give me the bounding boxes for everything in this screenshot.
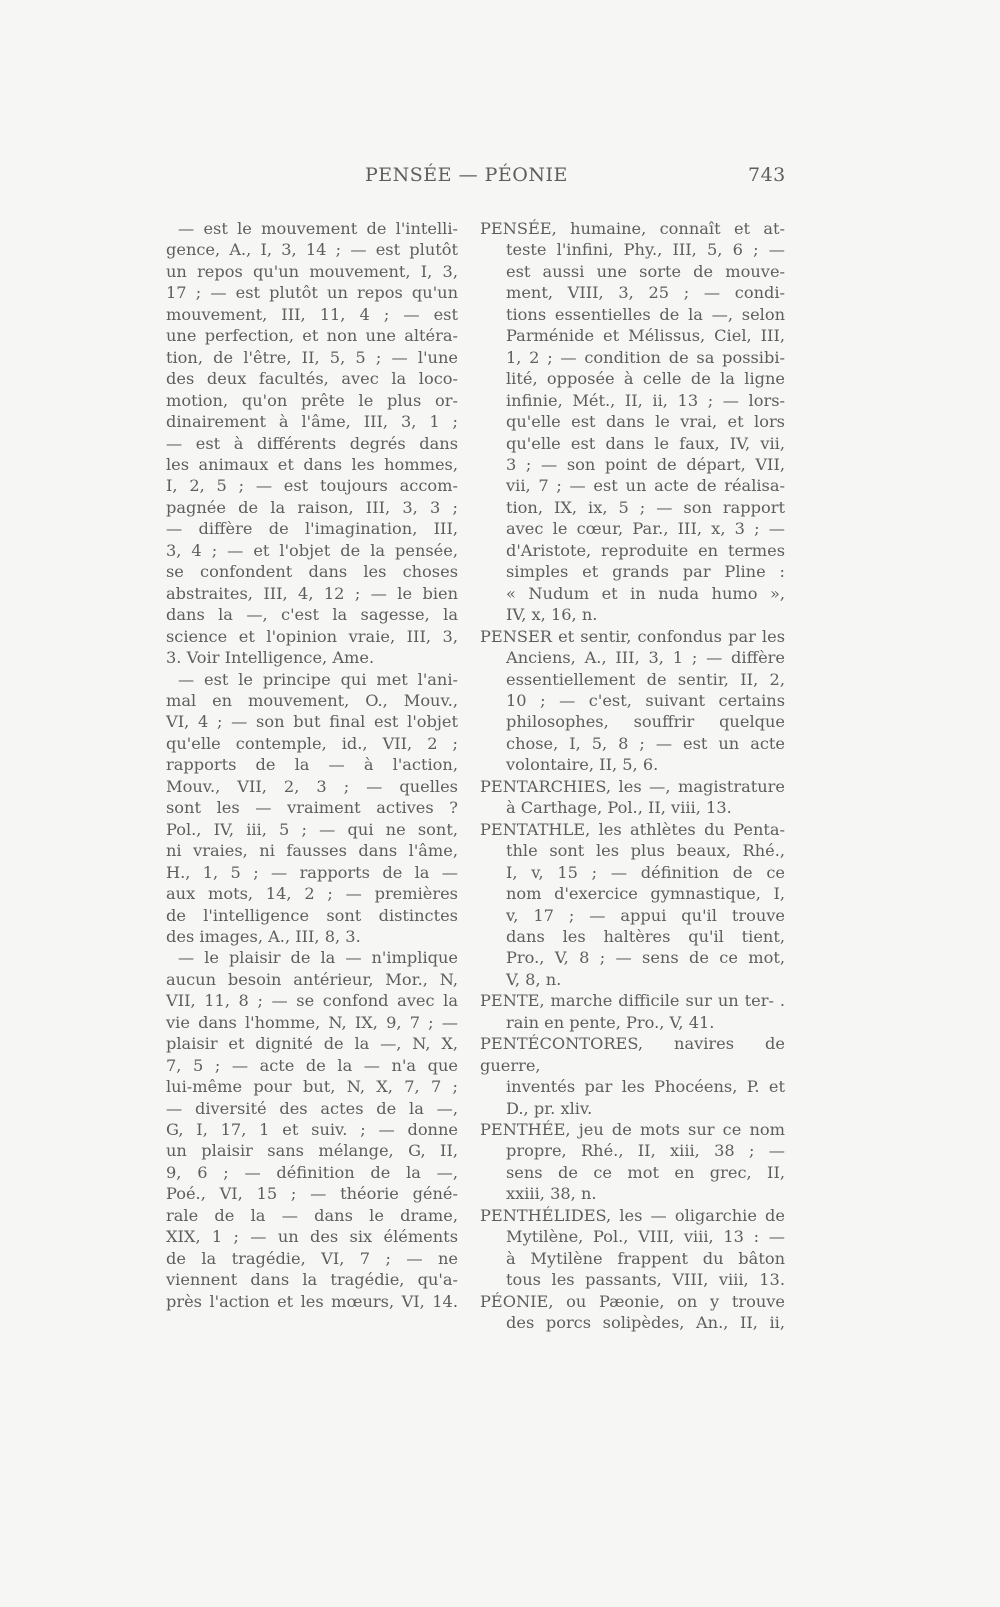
text-line: — diversité des actes de la —, — [166, 1098, 458, 1118]
text-line: lui-même pour but, N, X, 7, 7 ; — [166, 1077, 458, 1097]
text-line: Pro., V, 8 ; — sens de ce mot, — [506, 948, 785, 968]
page-number: 743 — [748, 164, 786, 186]
right-column — [480, 218, 785, 1334]
text-line: un plaisir sans mélange, G, II, — [166, 1141, 458, 1161]
text-line: qu'elle est dans le vrai, et lors — [506, 412, 785, 432]
text-line: tion, de l'être, II, 5, 5 ; — l'une — [166, 347, 458, 367]
text-line: tion, IX, ix, 5 ; — son rapport — [506, 497, 785, 517]
text-line: simples et grands par Pline : — [506, 562, 785, 582]
text-line: près l'action et les mœurs, VI, 14. — [166, 1291, 458, 1311]
text-line: rain en pente, Pro., V, 41. — [506, 1012, 715, 1032]
text-line: PENTHÉE, jeu de mots sur ce nom — [480, 1120, 785, 1140]
text-line: qu'elle est dans le faux, IV, vii, — [506, 433, 785, 453]
text-line: 9, 6 ; — définition de la —, — [166, 1162, 458, 1182]
text-line: PENTARCHIES, les —, magistrature — [480, 776, 785, 796]
text-line: Poé., VI, 15 ; — théorie géné- — [166, 1184, 458, 1204]
text-line: inventés par les Phocéens, P. et — [506, 1077, 785, 1097]
text-line: Pol., IV, iii, 5 ; — qui ne sont, — [166, 819, 458, 839]
text-line: I, v, 15 ; — définition de ce — [506, 862, 785, 882]
text-line: propre, Rhé., II, xiii, 38 ; — — [506, 1141, 785, 1161]
text-line: vie dans l'homme, N, IX, 9, 7 ; — — [166, 1012, 458, 1032]
text-line: VII, 11, 8 ; — se confond avec la — [166, 991, 458, 1011]
text-line: Parménide et Mélissus, Ciel, III, — [506, 326, 785, 346]
text-line: PENSÉE, humaine, connaît et at- — [480, 219, 785, 238]
text-line: — est le mouvement de l'intelli- — [178, 219, 458, 238]
text-line: philosophes, souffrir quelque — [506, 712, 785, 732]
text-line: 10 ; — c'est, suivant certains — [506, 690, 785, 710]
text-line: thle sont les plus beaux, Rhé., — [506, 841, 785, 861]
text-line: abstraites, III, 4, 12 ; — le bien — [166, 583, 458, 603]
text-line: H., 1, 5 ; — rapports de la — — [166, 862, 458, 882]
text-line: Mytilène, Pol., VIII, viii, 13 : — — [506, 1227, 785, 1247]
text-line: tous les passants, VIII, viii, 13. — [506, 1270, 785, 1290]
text-line: mal en mouvement, O., Mouv., — [166, 690, 458, 710]
text-line: 17 ; — est plutôt un repos qu'un — [166, 283, 458, 303]
text-line: 7, 5 ; — acte de la — n'a que — [166, 1055, 458, 1075]
text-line: sens de ce mot en grec, II, — [506, 1162, 785, 1182]
text-line: I, 2, 5 ; — est toujours accom- — [166, 476, 458, 496]
text-line: PENTE, marche difficile sur un ter- . — [480, 991, 785, 1011]
text-line: des deux facultés, avec la loco- — [166, 369, 458, 389]
text-line: xxiii, 38, n. — [506, 1184, 597, 1204]
text-line: se confondent dans les choses — [166, 562, 458, 582]
text-line: à Mytilène frappent du bâton — [506, 1248, 785, 1268]
text-line: plaisir et dignité de la —, N, X, — [166, 1034, 458, 1054]
text-line: qu'elle contemple, id., VII, 2 ; — [166, 733, 458, 753]
text-line: un repos qu'un mouvement, I, 3, — [166, 261, 458, 281]
text-line: des images, A., III, 8, 3. — [166, 926, 361, 946]
text-line: est aussi une sorte de mouve- — [506, 261, 785, 281]
text-line: mouvement, III, 11, 4 ; — est — [166, 304, 458, 324]
text-line: V, 8, n. — [506, 969, 562, 989]
text-line: — est le principe qui met l'ani- — [178, 669, 458, 689]
running-header — [0, 164, 1000, 194]
text-line: 1, 2 ; — condition de sa possibi- — [506, 347, 785, 367]
text-line: infinie, Mét., II, ii, 13 ; — lors- — [506, 390, 785, 410]
text-line: vii, 7 ; — est un acte de réalisa- — [506, 476, 785, 496]
text-line: de la tragédie, VI, 7 ; — ne — [166, 1248, 458, 1268]
text-line: ni vraies, ni fausses dans l'âme, — [166, 841, 458, 861]
text-line: dinairement à l'âme, III, 3, 1 ; — [166, 412, 458, 432]
text-line: d'Aristote, reproduite en termes — [506, 540, 785, 560]
text-line: PENSER et sentir, confondus par les — [480, 626, 785, 646]
text-line: PÉONIE, ou Pæonie, on y trouve — [480, 1291, 785, 1311]
text-line: PENTÉCONTORES, navires de guerre, — [480, 1034, 785, 1075]
text-line: dans les haltères qu'il tient, — [506, 926, 785, 946]
text-line: « Nudum et in nuda humo », — [506, 583, 785, 603]
text-line: aux mots, 14, 2 ; — premières — [166, 884, 458, 904]
text-line: viennent dans la tragédie, qu'a- — [166, 1270, 458, 1290]
text-line: Anciens, A., III, 3, 1 ; — diffère — [506, 648, 785, 668]
text-line: PENTATHLE, les athlètes du Penta- — [480, 819, 785, 839]
text-line: — diffère de l'imagination, III, — [166, 519, 458, 539]
text-line: science et l'opinion vraie, III, 3, — [166, 626, 458, 646]
text-line: volontaire, II, 5, 6. — [506, 755, 659, 775]
text-line: 3, 4 ; — et l'objet de la pensée, — [166, 540, 458, 560]
text-line: 3. Voir Intelligence, Ame. — [166, 648, 375, 668]
text-line: VI, 4 ; — son but final est l'objet — [166, 712, 458, 732]
text-line: rapports de la — à l'action, — [166, 755, 458, 775]
text-line: v, 17 ; — appui qu'il trouve — [506, 905, 785, 925]
text-line: une perfection, et non une altéra- — [166, 326, 458, 346]
text-line: tions essentielles de la —, selon — [506, 304, 785, 324]
text-line: pagnée de la raison, III, 3, 3 ; — [166, 497, 458, 517]
text-line: G, I, 17, 1 et suiv. ; — donne — [166, 1120, 458, 1140]
text-line: nom d'exercice gymnastique, I, — [506, 884, 785, 904]
text-line: chose, I, 5, 8 ; — est un acte — [506, 733, 785, 753]
text-line: gence, A., I, 3, 14 ; — est plutôt — [166, 240, 458, 260]
text-line: PENTHÉLIDES, les — oligarchie de — [480, 1205, 785, 1225]
text-line: XIX, 1 ; — un des six éléments — [166, 1227, 458, 1247]
text-line: 3 ; — son point de départ, VII, — [506, 454, 785, 474]
text-line: D., pr. xliv. — [506, 1098, 593, 1118]
text-line: rale de la — dans le drame, — [166, 1205, 458, 1225]
text-line: sont les — vraiment actives ? — [166, 798, 458, 818]
text-line: Mouv., VII, 2, 3 ; — quelles — [166, 776, 458, 796]
text-line: teste l'infini, Phy., III, 5, 6 ; — — [506, 240, 785, 260]
text-line: ment, VIII, 3, 25 ; — condi- — [506, 283, 785, 303]
text-line: aucun besoin antérieur, Mor., N, — [166, 969, 458, 989]
left-column — [166, 218, 458, 1312]
page-header-title: PENSÉE — PÉONIE — [365, 164, 568, 186]
text-line: motion, qu'on prête le plus or- — [166, 390, 458, 410]
text-line: — est à différents degrés dans — [166, 433, 458, 453]
text-line: lité, opposée à celle de la ligne — [506, 369, 785, 389]
text-line: — le plaisir de la — n'implique — [178, 948, 458, 968]
text-line: des porcs solipèdes, An., II, ii, — [506, 1313, 785, 1333]
text-line: avec le cœur, Par., III, x, 3 ; — — [506, 519, 785, 539]
text-line: IV, x, 16, n. — [506, 605, 598, 625]
text-line: essentiellement de sentir, II, 2, — [506, 669, 785, 689]
text-line: à Carthage, Pol., II, viii, 13. — [506, 798, 732, 818]
text-line: dans la —, c'est la sagesse, la — [166, 605, 458, 625]
text-line: de l'intelligence sont distinctes — [166, 905, 458, 925]
text-line: les animaux et dans les hommes, — [166, 454, 458, 474]
